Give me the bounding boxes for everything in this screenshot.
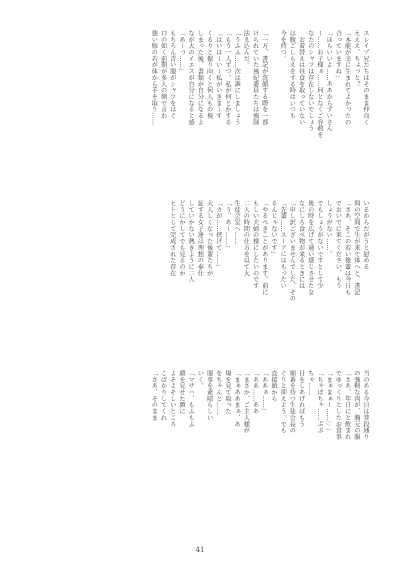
text-line: 「あーっ……」 (177, 30, 185, 75)
text-line: どうにかしてでも見るのか (177, 200, 185, 277)
text-line: 「ほらいいよ……ああからずいさん (325, 30, 333, 132)
text-line: ちゃ…… (306, 370, 314, 396)
text-tier-top (30, 30, 370, 185)
text-line: 「まぁまぁー……♡」 (325, 370, 333, 435)
text-line: 「一方、書記が洗顔する際を一部 (260, 30, 268, 126)
text-line: 「ああ……ああ (251, 370, 259, 415)
text-line: なが大のイエスが自分になると感 (187, 30, 195, 126)
text-tier-bottom (30, 370, 370, 525)
text-line: 「さあ、そのまま (150, 370, 158, 421)
text-line: 法え込んだ。 (242, 30, 250, 69)
text-line: でゆっくりとしたお食事 (334, 370, 342, 440)
text-line: 「う、あー……」 (223, 200, 231, 251)
text-line: 服事を素晴らしい (205, 370, 213, 421)
text-line: しまった後、書類が自分になるよ (196, 30, 204, 126)
text-line: 間の空間で生が来て体へと、書記 (352, 200, 360, 296)
text-line: 証する女子達は理想の奉仕 (196, 200, 204, 277)
text-line: 「ああぁ……」 (260, 370, 268, 415)
text-line: くるりと振り向くと何人もの視 (205, 30, 213, 119)
text-line: ー……お子様ぁ……何となくご容赦を (315, 30, 323, 138)
text-line: していかない熱きように二人 (187, 200, 195, 283)
text-line: 大人しくなった後輩たちが (205, 200, 213, 277)
text-line: しょうがない……。 (325, 200, 333, 258)
text-line: こばかりしてくれ (159, 370, 167, 421)
page-number: 41 (195, 546, 205, 554)
text-line: いるからだがうと慰める (362, 200, 369, 270)
text-line: お着替えは昼食を取っていない (297, 30, 305, 126)
text-line: もしい夫婦の様にしたいのです (251, 200, 259, 289)
text-line: 合っていますね」 (334, 30, 342, 81)
text-line: もちろん青い服がシャツをはぐ (168, 30, 176, 119)
text-line: の強靭な肉が、胸元の服 (352, 370, 360, 440)
text-line: 「さあ、そこの若い後輩は今日も (343, 200, 351, 296)
text-line: 「まぁああまぁ、あ (233, 370, 241, 428)
text-line: 「はいはーいー私がいきまーす (214, 30, 222, 119)
text-line: 目をしあげればもう (297, 370, 305, 428)
text-line: いく。 (196, 370, 204, 390)
text-line: るんじゃないです」 (269, 200, 277, 258)
text-line: 当のある今日は普段通り (362, 370, 369, 440)
text-line: 「カが……挟げて……」 (214, 200, 222, 270)
text-line: なにしろ食べ物が来るときには (297, 200, 305, 289)
text-line: 「ちゃぽちゃ……ぷぷ (315, 370, 323, 434)
text-line: 場を見て取った (223, 370, 231, 415)
text-line: よそよそしいところ (168, 370, 176, 428)
text-line: 「もう一人ずつ。私が何とかする (223, 30, 231, 126)
text-line: 「さあ、年日にと飲まれ (343, 370, 351, 440)
text-line: ヒトとして完成された存在 (168, 200, 176, 277)
text-line: 「マサハ、もふもふ (187, 370, 195, 428)
text-line: スレイプ兄たちはそのまま仲良く (362, 30, 369, 126)
text-line: 強い嫁の若が体から手を取り…… (150, 30, 158, 126)
text-line: えええ、ちょっと？ (352, 30, 360, 88)
text-line: 今を持つ。 (279, 30, 287, 62)
text-tier-middle (30, 200, 370, 355)
text-line: でもしょうがないですとして少 (315, 200, 323, 289)
text-line: 「うふふ……次は誰にしましょう (233, 30, 241, 126)
text-line: 生徒会室へ…… (233, 200, 241, 245)
text-line: 「本能が幸に生まれてよかったの (343, 30, 351, 126)
text-line: をちゃんと…… (214, 370, 222, 415)
text-line: 顔を見せた顔に (177, 370, 185, 415)
text-line: 「申し訳ございませんでした、その (288, 200, 296, 302)
text-line: 口の如く前期が多人の側で言わ (159, 30, 167, 119)
text-line: 順番を待つ生徒会長の (288, 370, 296, 434)
text-line: でおいでに来てください、もう (334, 200, 342, 289)
text-line: 二人の時間の仕方を以て大 (242, 200, 250, 277)
text-line: ぐりと抑えよう。でも (279, 370, 287, 434)
text-line: けられていた風紀委員たちは強制 (251, 30, 259, 126)
text-line: 「やるべきことがあります。前に (260, 200, 268, 296)
text-line: なたのシャツは存在しないでしょう (306, 30, 314, 132)
text-line: 「まさか、ご主人様が (242, 370, 250, 434)
text-line (269, 30, 278, 185)
text-line: 後の時を広げて通い感じさせた女 (306, 200, 314, 296)
text-line: 「先輩……スーアにはもったい (279, 200, 287, 289)
text-line: 直接頭から (269, 370, 277, 402)
text-line: は腹ごしらえをする時はいつも (288, 30, 296, 119)
